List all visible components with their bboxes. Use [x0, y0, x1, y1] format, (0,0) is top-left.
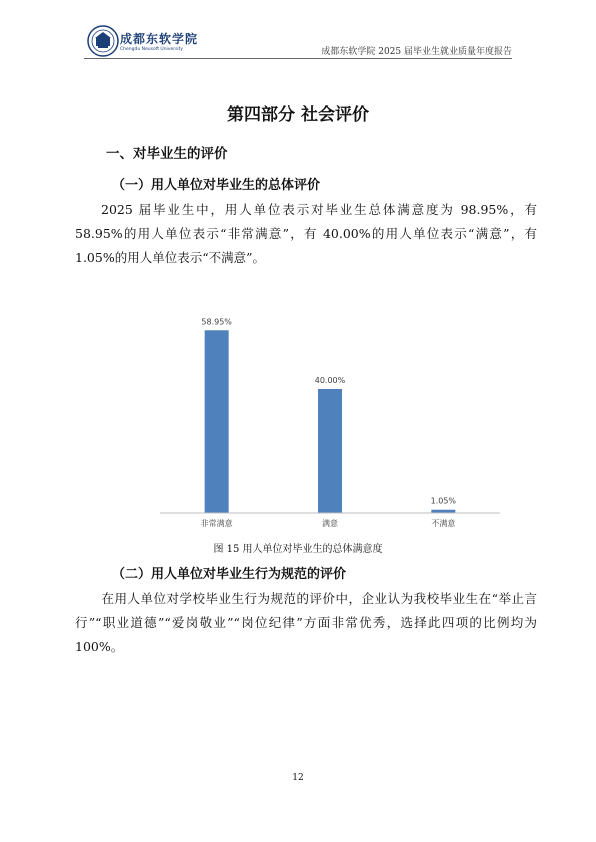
data-label-0: 58.95%: [201, 317, 232, 327]
bar-0: [205, 330, 229, 513]
paragraph-text: 在用人单位对学校毕业生行为规范的评价中，企业认为我校毕业生在“举止言行”“职业道德”“爱岗敬业”“岗位纪律”方面非常优秀，选择此四项的比例均为 100%。: [75, 591, 537, 654]
paragraph-text: 2025 届毕业生中，用人单位表示对毕业生总体满意度为 98.95%，有 58.95%的用人单位表示“非常满意”，有 40.00%的用人单位表示“满意”，有 1.05%的用人单位表示“不满意”。: [75, 202, 537, 265]
category-label-0: 非常满意: [200, 519, 233, 528]
paragraph-behavior-evaluation: [75, 587, 537, 659]
bar-1: [318, 389, 342, 513]
category-label-1: 满意: [322, 519, 338, 528]
section-heading: 一、对毕业生的评价: [106, 146, 228, 162]
data-label-2: 1.05%: [430, 496, 457, 506]
category-label-2: 不满意: [431, 519, 456, 528]
subsection-heading-overall-evaluation: （一）用人单位对毕业生的总体评价: [112, 178, 321, 193]
paragraph-overall-satisfaction: [75, 198, 537, 270]
university-emblem-icon: [86, 24, 120, 58]
figure-caption: 图 15 用人单位对毕业生的总体满意度: [213, 544, 383, 555]
part-title: 第四部分 社会评价: [227, 105, 369, 125]
logo-name-en: Chengdu Neusoft University: [120, 47, 184, 52]
subsection-heading-behavior-evaluation: （二）用人单位对毕业生行为规范的评价: [112, 567, 347, 582]
satisfaction-bar-chart: [160, 300, 500, 540]
page-number: 12: [292, 773, 304, 783]
data-label-1: 40.00%: [314, 376, 346, 385]
logo-name-cn: 成都东软学院: [120, 32, 199, 46]
report-header-title: 成都东软学院 2025 届毕业生就业质量年度报告: [321, 47, 512, 57]
header-divider: [84, 58, 512, 59]
